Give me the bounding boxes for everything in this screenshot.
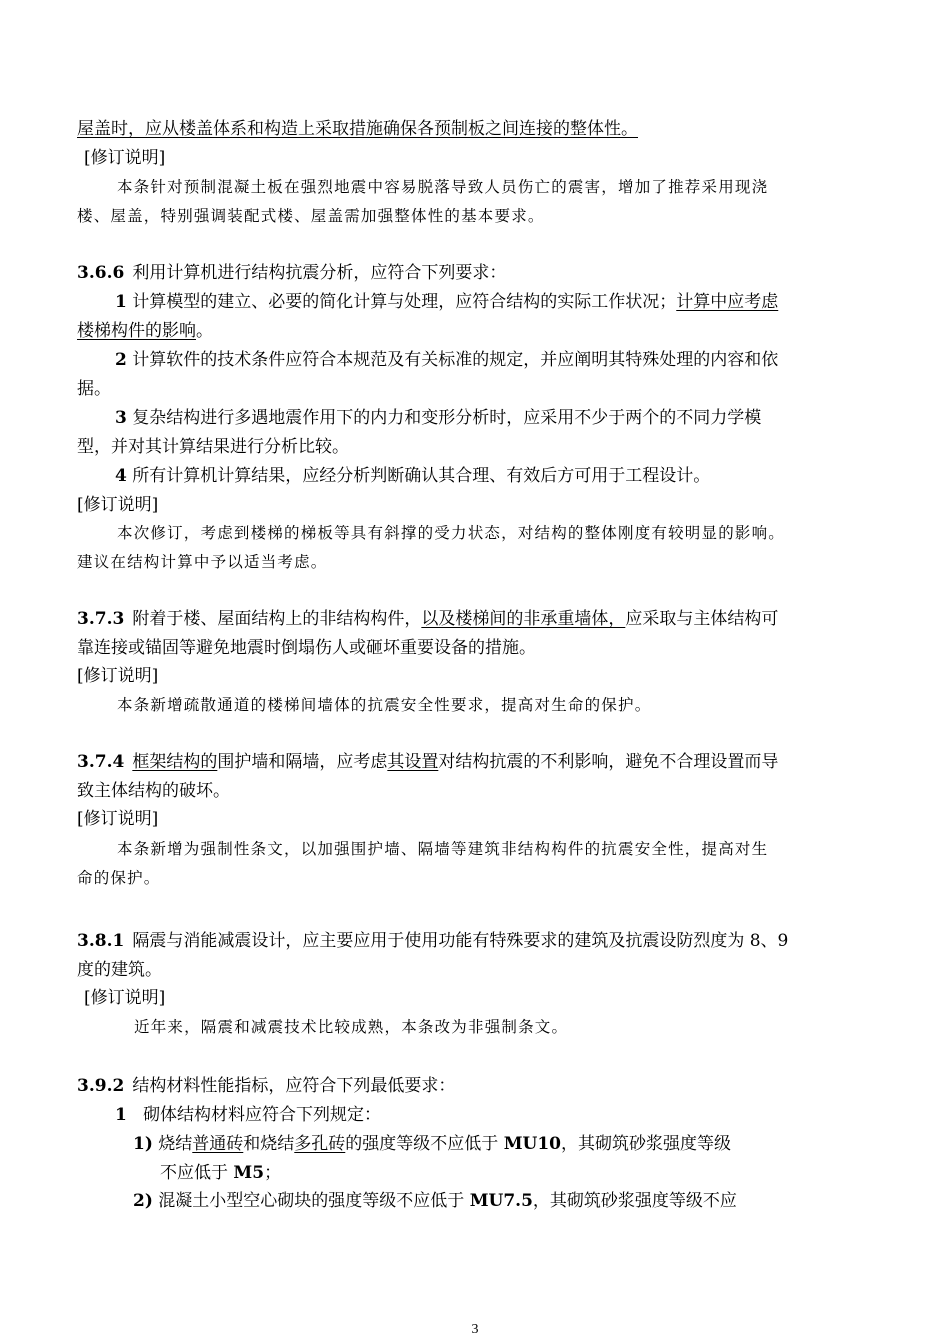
item-text: 烧结 (158, 1134, 193, 1154)
added-text: 计算中应考虑 (676, 292, 779, 312)
punctuation: 。 (196, 321, 213, 341)
item-number: 3 (115, 408, 127, 428)
clause-number: 3.7.4 (77, 752, 125, 772)
item-text: ，其砌筑砂浆强度等级不应 (532, 1191, 737, 1211)
clause-3-8-1 (77, 930, 788, 952)
text-line: 致主体结构的破坏。 (77, 781, 230, 801)
revision-note: 本次修订，考虑到楼梯的梯板等具有斜撑的受力状态，对结构的整体刚度有较明显的影响。 (117, 524, 786, 542)
page-number: 3 (471, 1322, 479, 1337)
clause-number: 3.8.1 (77, 931, 125, 951)
clause-title: 利用计算机进行结构抗震分析，应符合下列要求： (132, 263, 507, 283)
revision-note: 楼、屋盖，特别强调装配式楼、屋盖需加强整体性的基本要求。 (77, 207, 545, 225)
item-number: 4 (115, 466, 127, 486)
item-text: 混凝土小型空心砌块的强度等级不应低于 (158, 1191, 470, 1211)
clause-3-9-2 (77, 1075, 455, 1097)
revision-label: [修订说明] (84, 148, 166, 168)
added-text: 屋盖时，应从楼盖体系和构造上采取措施确保各预制板之间连接的整体性。 (77, 119, 638, 139)
text-line (77, 320, 213, 342)
item-text: ，其砌筑砂浆强度等级 (561, 1134, 731, 1154)
text-line: 度的建筑。 (77, 960, 162, 980)
text-line: 靠连接或锚固等避免地震时倒塌伤人或砸坏重要设备的措施。 (77, 638, 536, 658)
item-text: 的强度等级不应低于 (345, 1134, 504, 1154)
clause-title: 结构材料性能指标，应符合下列最低要求： (132, 1076, 456, 1096)
clause-3-6-6 (77, 262, 506, 284)
punctuation: ； (264, 1163, 282, 1183)
item-number: 2) (133, 1191, 153, 1211)
item-text: 计算软件的技术条件应符合本规范及有关标准的规定，并应阐明其特殊处理的内容和依 (132, 350, 779, 370)
clause-3-7-3 (77, 608, 778, 630)
item-number: 2 (115, 350, 127, 370)
item-text: 所有计算机计算结果，应经分析判断确认其合理、有效后方可用于工程设计。 (132, 466, 711, 486)
clause-number: 3.6.6 (77, 263, 125, 283)
added-text: 楼梯构件的影响 (77, 321, 196, 341)
item-text: 计算模型的建立、必要的简化计算与处理，应符合结构的实际工作状况； (132, 292, 677, 312)
clause-text: 应采取与主体结构可 (625, 609, 779, 629)
clause-number: 3.9.2 (77, 1076, 125, 1096)
clause-3-7-4 (77, 751, 778, 773)
added-text: 多孔砖 (294, 1134, 346, 1154)
revision-note: 建议在结构计算中予以适当考虑。 (77, 553, 328, 571)
item-number: 1 (115, 292, 127, 312)
revision-note: 本条新增疏散通道的楼梯间墙体的抗震安全性要求，提高对生命的保护。 (117, 696, 652, 714)
revision-label: [修订说明] (77, 495, 159, 515)
text-line (77, 118, 638, 140)
strength-grade: MU10 (503, 1134, 561, 1154)
item-text: 和烧结 (243, 1134, 295, 1154)
strength-grade: MU7.5 (469, 1191, 533, 1211)
text-line: 据。 (77, 379, 111, 399)
text-line (160, 1162, 281, 1184)
list-item (115, 407, 761, 429)
item-number: 1) (133, 1134, 153, 1154)
revision-note: 近年来，隔震和减震技术比较成熟，本条改为非强制条文。 (134, 1018, 569, 1036)
list-item (115, 1104, 381, 1126)
added-text: 其设置 (387, 752, 439, 772)
item-text: 复杂结构进行多遇地震作用下的内力和变形分析时，应采用不少于两个的不同力学模 (132, 408, 762, 428)
revision-note: 命的保护。 (77, 869, 161, 887)
item-text: 砌体结构材料应符合下列规定： (143, 1105, 382, 1125)
sub-item (133, 1133, 731, 1155)
added-text: 框架结构的 (132, 752, 218, 772)
revision-label: [修订说明] (84, 988, 166, 1008)
sub-item (133, 1190, 737, 1212)
item-text: 不应低于 (160, 1163, 234, 1183)
revision-note: 本条新增为强制性条文，以加强围护墙、隔墙等建筑非结构构件的抗震安全性，提高对生 (117, 840, 769, 858)
clause-text: 对结构抗震的不利影响，避免不合理设置而导 (438, 752, 779, 772)
mortar-grade: M5 (233, 1163, 265, 1183)
revision-label: [修订说明] (77, 666, 159, 686)
revision-label: [修订说明] (77, 809, 159, 829)
text-line: 型，并对其计算结果进行分析比较。 (77, 437, 349, 457)
clause-text: 附着于楼、屋面结构上的非结构构件， (132, 609, 422, 629)
revision-note: 本条针对预制混凝土板在强烈地震中容易脱落导致人员伤亡的震害，增加了推荐采用现浇 (117, 178, 769, 196)
list-item (115, 291, 778, 313)
list-item (115, 465, 710, 487)
added-text: 以及楼梯间的非承重墙体， (421, 609, 626, 629)
clause-text: 隔震与消能减震设计，应主要应用于使用功能有特殊要求的建筑及抗震设防烈度为 8、9 (132, 931, 789, 951)
clause-text: 围护墙和隔墙，应考虑 (217, 752, 388, 772)
clause-number: 3.7.3 (77, 609, 125, 629)
item-number: 1 (115, 1105, 127, 1125)
added-text: 普通砖 (192, 1134, 244, 1154)
list-item (115, 349, 778, 371)
